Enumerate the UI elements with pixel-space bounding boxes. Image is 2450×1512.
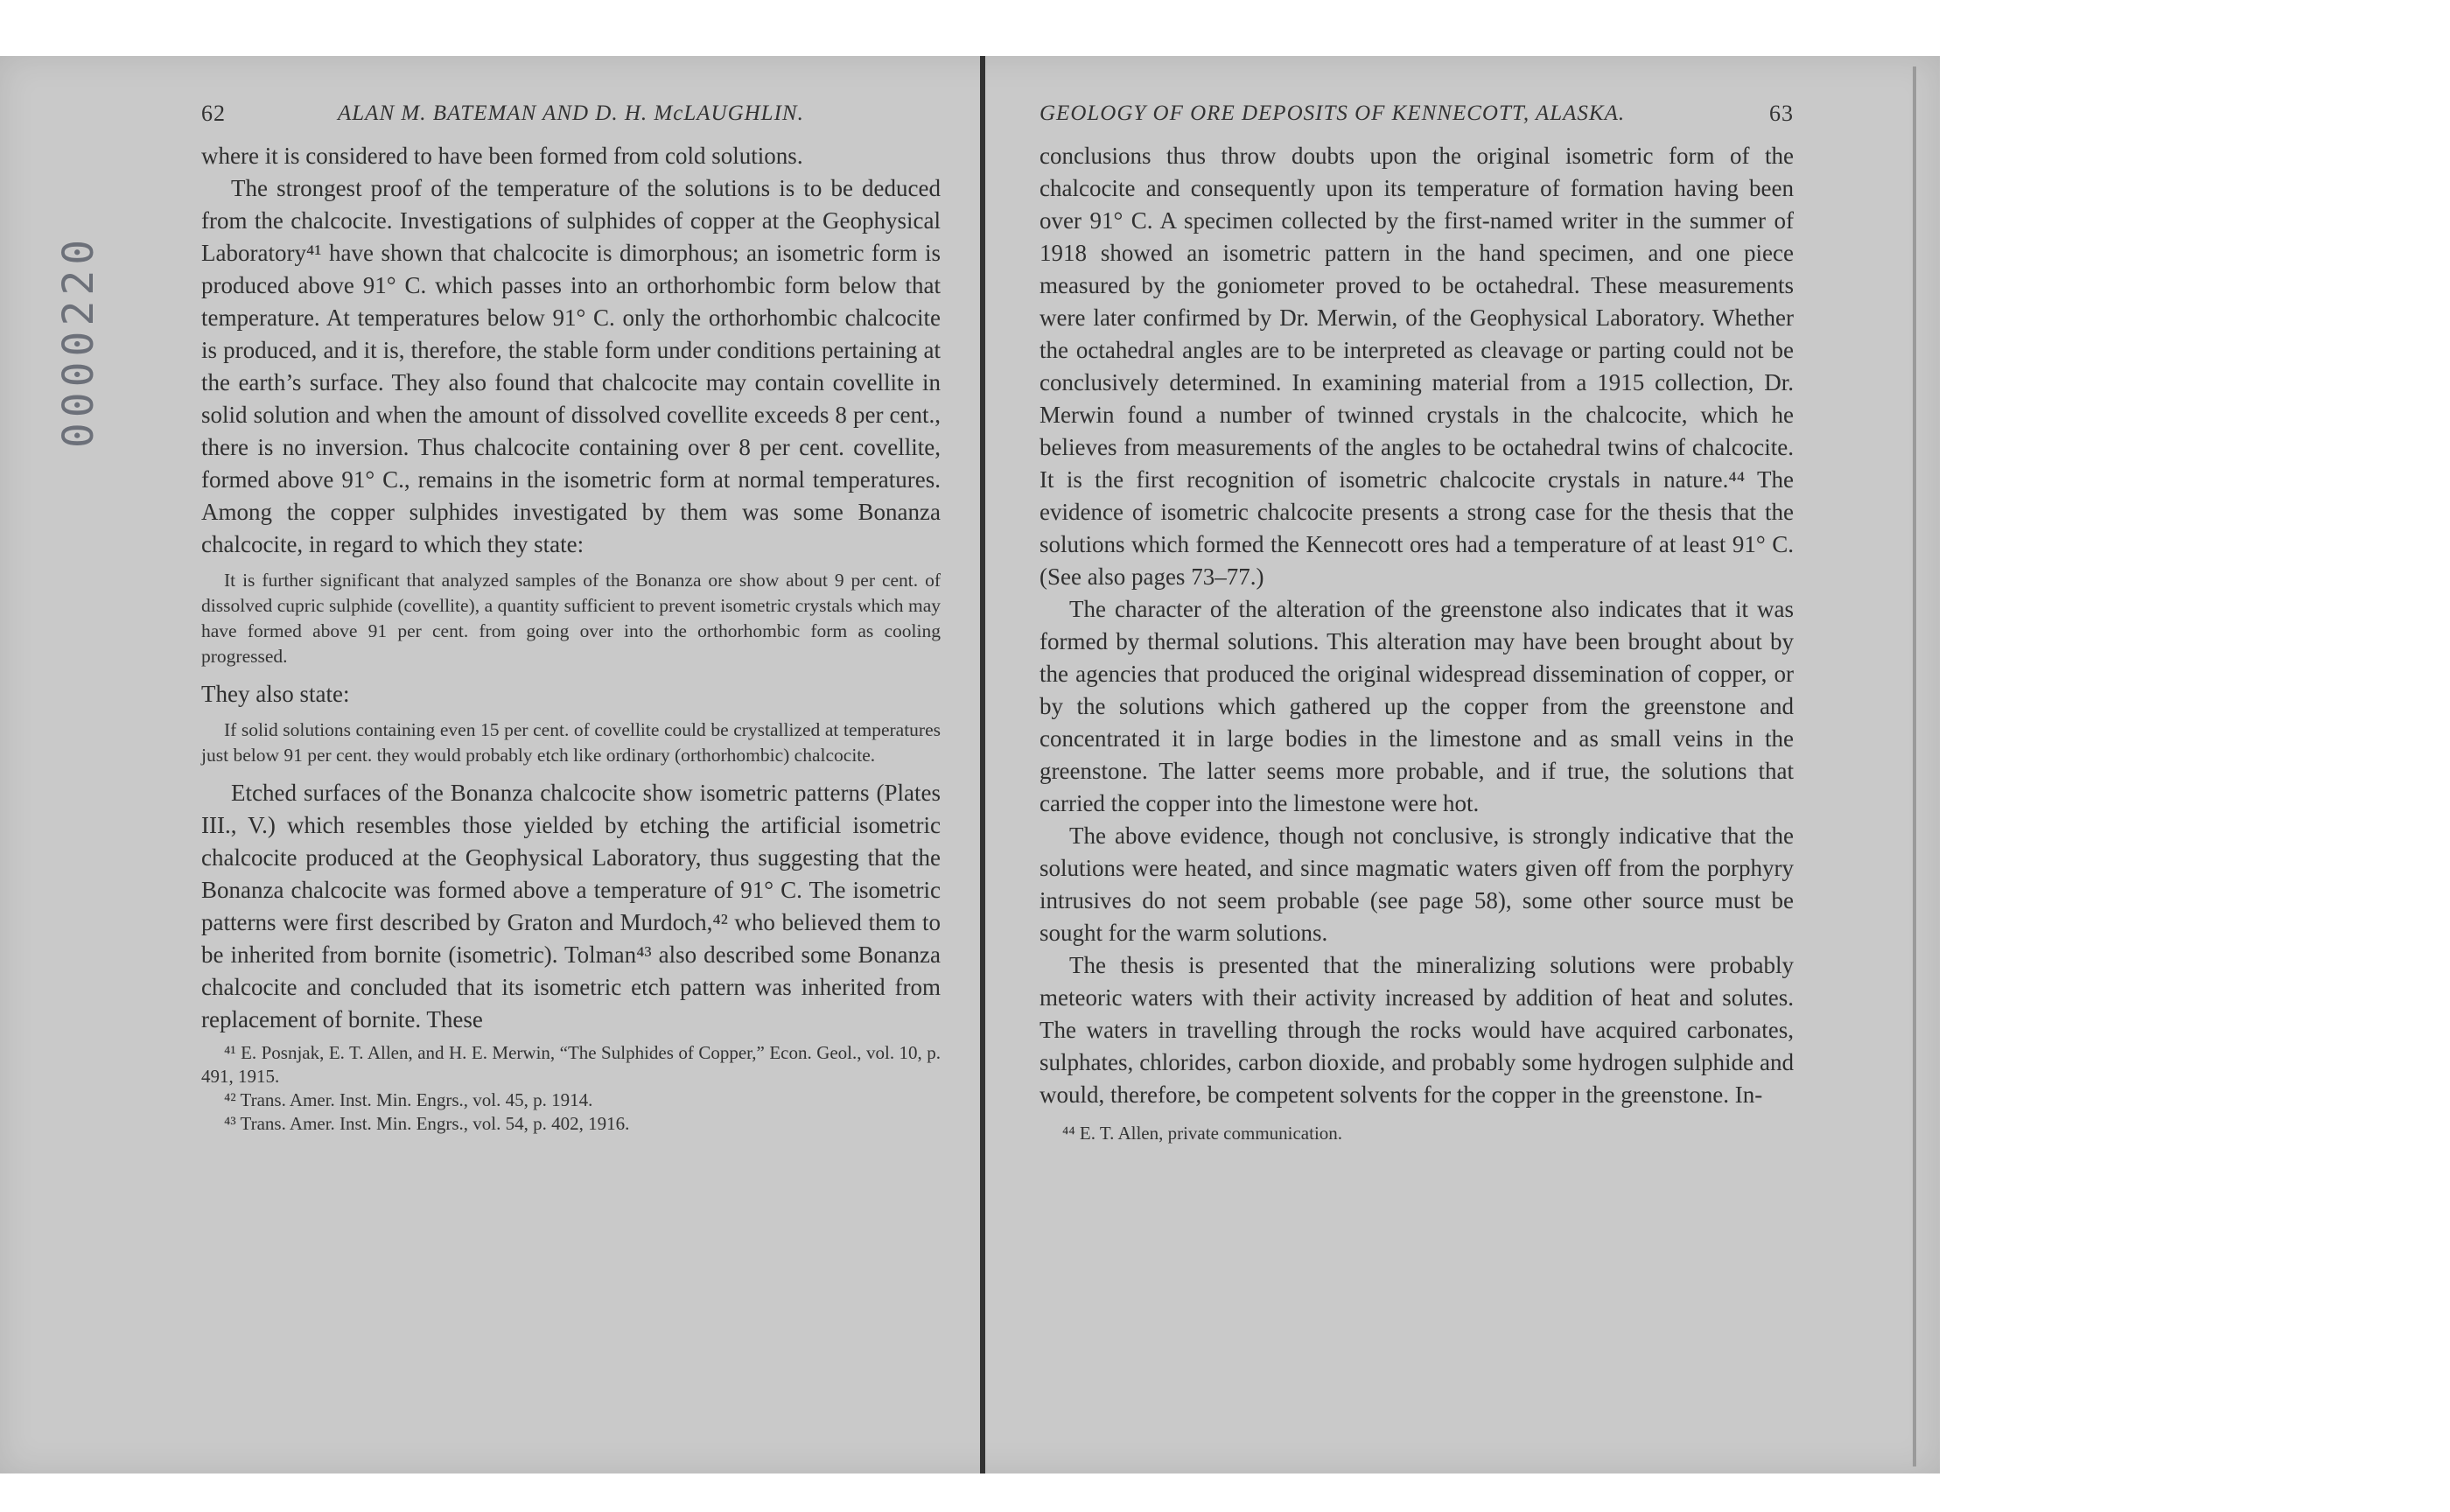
block-quote: It is further significant that analyzed samples of the Bonanza ore show about 9 per cent. of dissolved cupric sulphide (covellite), a quantity sufficient to prevent isometric crystals which may have formed above 91 per cent. from going over into the orthorhombic form as cooling progressed. <box>201 570 941 667</box>
page-edge <box>1913 66 1916 1466</box>
right-page-header <box>1040 88 1794 140</box>
right-page <box>1040 88 1794 1145</box>
paragraph: Etched surfaces of the Bonanza chalcocite show isometric patterns (Plates III., V.) which resembles those yielded by etching the artificial isometric chalcocite produced at the Geophysical Laboratory, thus suggesting that the Bonanza chalcocite was formed above a temperature of 91° C. The isometric patterns were first described by Graton and Murdoch,⁴² who believed them to be inherited from bornite (isometric). Tolman⁴³ also described some Bonanza chalcocite and concluded that its isometric etch pattern was inherited from replacement of bornite. These <box>201 780 941 1032</box>
book-gutter <box>980 56 985 1474</box>
paragraph: The above evidence, though not conclusive, is strongly indicative that the solutions were heated, and since magmatic waters given off from the porphyry intrusives do not seem probable (see page 58), some other source must be sought for the warm solutions. <box>1040 822 1794 946</box>
right-running-head: GEOLOGY OF ORE DEPOSITS OF KENNECOTT, ALASKA. <box>1040 102 1626 125</box>
left-page-body <box>201 140 941 1036</box>
footnote: ⁴² Trans. Amer. Inst. Min. Engrs., vol. 45, p. 1914. <box>224 1089 593 1110</box>
footnote: ⁴³ Trans. Amer. Inst. Min. Engrs., vol. 54, p. 402, 1916. <box>224 1113 630 1134</box>
paragraph: The strongest proof of the temperature of the solutions is to be deduced from the chalcocite. Investigations of sulphides of copper at the Geophysical Laboratory⁴¹ have shown that chalcocite is dimorphous; an isometric form is produced above 91° C. which passes into an orthorhombic form below that temperature. At temperatures below 91° C. only the orthorhombic chalcocite is produced, and it is, therefore, the stable form under conditions pertaining at the earth’s surface. They also found that chalcocite may contain covellite in solid solution and when the amount of dissolved covellite exceeds 8 per cent., there is no inversion. Thus chalcocite containing over 8 per cent. covellite, formed above 91° C., remains in the isometric form at normal temperatures. Among the copper sulphides investigated by them was some Bonanza chalcocite, in regard to which they state: <box>201 175 941 557</box>
paragraph: conclusions thus throw doubts upon the original isometric form of the chalcocite and consequently upon its temperature of formation having been over 91° C. A specimen collected by the first-named writer in the summer of 1918 showed an isometric pattern in the hand specimen, and one piece measured by the goniometer proved to be octahedral. These measurements were later confirmed by Dr. Merwin, of the Geophysical Laboratory. Whether the octahedral angles are to be interpreted as cleavage or parting could not be conclusively determined. In examining material from a 1915 collection, Dr. Merwin found a number of twinned crystals in the chalcocite, which he believes from measurements of the angles to be octahedral twins of chalcocite. It is the first recognition of isometric chalcocite crystals in nature.⁴⁴ The evidence of isometric chalcocite presents a strong case for the thesis that the solutions which formed the Kennecott ores had a temperature of at least 91° C. (See also pages 73–77.) <box>1040 143 1794 590</box>
left-running-head: ALAN M. BATEMAN AND D. H. McLAUGHLIN. <box>338 102 804 125</box>
footnote: ⁴⁴ E. T. Allen, private communication. <box>1062 1123 1343 1144</box>
right-page-body <box>1040 140 1794 1111</box>
left-page <box>201 88 941 1136</box>
footnote: ⁴¹ E. Posnjak, E. T. Allen, and H. E. Merwin, “The Sulphides of Copper,” Econ. Geol., vol. 10, p. 491, 1915. <box>201 1042 941 1087</box>
left-footnotes <box>201 1041 941 1136</box>
block-quote: If solid solutions containing even 15 per cent. of covellite could be crystallized at temperatures just below 91 per cent. they would probably etch like ordinary (orthorhombic) chalcocite. <box>201 719 941 766</box>
paragraph: The thesis is presented that the mineralizing solutions were probably meteoric waters with their activity increased by addition of heat and solutes. The waters in travelling through the rocks would have acquired carbonates, sulphates, chlorides, carbon dioxide, and probably some hydrogen sulphide and would, therefore, be competent solvents for the copper in the greenstone. In- <box>1040 952 1794 1108</box>
archive-stamp-number: 0000220 <box>54 234 104 449</box>
left-page-header <box>201 88 941 140</box>
left-page-number: 62 <box>201 101 226 126</box>
paragraph: The character of the alteration of the greenstone also indicates that it was formed by thermal solutions. This alteration may have been brought about by the agencies that produced the original widespread dissemination of copper, or by the solutions which gathered up the copper from the greenstone and concentrated it in large bodies in the limestone and as small veins in the greenstone. The latter seems more probable, and if true, the solutions that carried the copper into the limestone were hot. <box>1040 596 1794 816</box>
paragraph: where it is considered to have been formed from cold solutions. <box>201 143 803 169</box>
archive-stamp <box>48 234 109 449</box>
right-page-number: 63 <box>1769 101 1794 126</box>
right-footnotes <box>1040 1122 1794 1145</box>
paragraph: They also state: <box>201 681 350 707</box>
